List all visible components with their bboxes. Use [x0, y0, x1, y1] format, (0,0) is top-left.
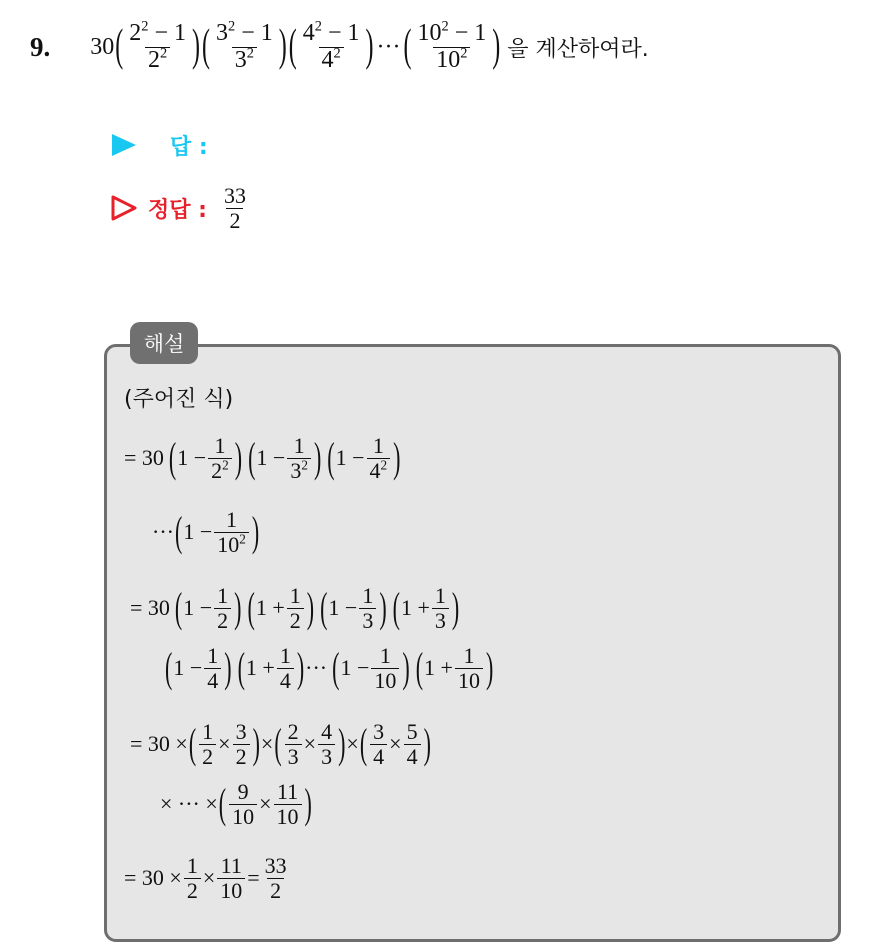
- right-paren: ): [313, 433, 322, 481]
- right-paren: ): [304, 779, 312, 827]
- minus-one: − 1: [454, 20, 487, 47]
- exponent: 2: [460, 45, 468, 62]
- term-sign: 1 +: [400, 595, 430, 620]
- exponent: 2: [380, 456, 388, 472]
- numerator: 1: [186, 853, 198, 879]
- denominator: 10: [374, 667, 397, 693]
- solution-step1-line2: [152, 502, 260, 562]
- term-sign: 1 +: [245, 655, 275, 680]
- left-paren: (: [174, 507, 183, 555]
- step1-fraction: [214, 508, 249, 555]
- left-paren: (: [168, 433, 177, 481]
- numerator: 1: [214, 433, 226, 459]
- times: ×: [218, 731, 231, 756]
- step2-prefix: = 30: [130, 595, 170, 620]
- term-sign: 1 −: [340, 655, 370, 680]
- denominator: 10: [217, 531, 240, 557]
- correct-answer-label: 정답 :: [148, 197, 207, 223]
- answer-row: [110, 128, 208, 162]
- base: 4: [321, 46, 334, 73]
- term-sign: 1 −: [328, 595, 358, 620]
- term-sign: 1 +: [424, 655, 453, 680]
- denominator: 2: [235, 743, 247, 769]
- denominator: 2: [289, 607, 301, 633]
- base: 3: [234, 46, 247, 73]
- times: ×: [260, 731, 274, 756]
- numerator: 1: [379, 643, 391, 669]
- step2-fraction: [204, 644, 221, 691]
- step3-line2-prefix: × ··· ×: [160, 791, 218, 816]
- left-paren: (: [288, 21, 297, 71]
- denominator: 4: [406, 743, 418, 769]
- step3-fraction: [233, 720, 250, 767]
- exponent: 2: [441, 18, 449, 35]
- step2-fraction: [371, 644, 399, 691]
- one-minus: 1 −: [256, 445, 286, 470]
- times: ×: [389, 731, 402, 756]
- step4-fraction: [184, 854, 201, 901]
- denominator: 10: [457, 667, 480, 693]
- denominator: 10: [276, 803, 299, 829]
- solution-step2-line1: [130, 578, 460, 638]
- solution-step2-line2: [160, 638, 494, 698]
- right-paren: ): [234, 433, 243, 481]
- denominator: 10: [220, 877, 243, 903]
- left-paren: (: [248, 433, 256, 481]
- step4-prefix: = 30 ×: [124, 865, 182, 890]
- step3-fraction: [274, 780, 302, 827]
- numerator: 1: [463, 643, 475, 669]
- numerator: 1: [362, 583, 374, 609]
- step2-fraction: [455, 644, 483, 691]
- right-paren: ): [393, 433, 401, 481]
- left-paren: (: [327, 433, 335, 481]
- step3-fraction: [404, 720, 421, 767]
- denominator: 3: [362, 607, 374, 633]
- right-paren: ): [338, 719, 346, 767]
- step2-fraction: [359, 584, 376, 631]
- solution-step1-line1: [124, 428, 401, 488]
- right-paren: ): [379, 583, 387, 631]
- solution-given: (주어진 식): [124, 386, 234, 412]
- ellipsis: ···: [152, 519, 174, 544]
- base: 2: [129, 20, 142, 47]
- exponent: 2: [246, 45, 254, 62]
- solution-tab: 해설: [130, 322, 198, 364]
- left-paren: (: [188, 719, 197, 767]
- base: 10: [417, 20, 442, 47]
- left-paren: (: [115, 21, 124, 71]
- exponent: 2: [222, 456, 229, 472]
- right-paren: ): [296, 643, 305, 691]
- solution-step3-line1: [130, 714, 432, 774]
- denominator: 2: [202, 743, 214, 769]
- step1-prefix: = 30: [124, 445, 164, 470]
- right-paren: ): [402, 643, 410, 691]
- left-paren: (: [202, 21, 210, 71]
- outline-play-arrow-icon: [110, 195, 138, 221]
- denominator: 2: [211, 457, 223, 483]
- one-minus: 1 −: [335, 445, 365, 470]
- denominator: 4: [207, 667, 219, 693]
- numerator: 9: [237, 779, 249, 805]
- result-fraction: [262, 854, 290, 901]
- denominator: 2: [186, 877, 198, 903]
- times: ×: [202, 865, 216, 890]
- right-paren: ): [224, 643, 232, 691]
- solution-step4: [124, 848, 292, 908]
- left-paren: (: [274, 719, 282, 767]
- minus-one: − 1: [154, 20, 186, 47]
- problem-number: 9.: [30, 31, 51, 62]
- solution-step3-line2: [160, 774, 313, 834]
- denominator: 3: [434, 607, 446, 633]
- problem-fraction: [213, 18, 276, 73]
- left-paren: (: [359, 719, 368, 767]
- step3-fraction: [285, 720, 302, 767]
- play-arrow-icon: [110, 133, 138, 157]
- exponent: 2: [301, 456, 308, 472]
- exponent: 2: [333, 45, 341, 62]
- numerator: 4: [321, 719, 333, 745]
- numerator: 3: [373, 719, 385, 745]
- problem-fraction: [300, 18, 363, 73]
- times: ×: [259, 791, 272, 816]
- left-paren: (: [392, 583, 400, 631]
- problem-instruction: 을 계산하여라.: [507, 36, 649, 62]
- ellipsis: ···: [305, 655, 328, 680]
- numerator: 11: [220, 853, 242, 879]
- step3-fraction: [370, 720, 387, 767]
- left-paren: (: [403, 21, 412, 71]
- numerator: 1: [207, 643, 219, 669]
- left-paren: (: [218, 779, 227, 827]
- times: ×: [303, 731, 317, 756]
- denominator: 3: [321, 743, 333, 769]
- exponent: 2: [160, 45, 168, 62]
- right-paren: ): [423, 719, 431, 767]
- left-paren: (: [415, 643, 424, 691]
- denominator: 4: [373, 743, 385, 769]
- step1-fraction: [287, 434, 311, 481]
- denominator: 10: [232, 803, 255, 829]
- step2-fraction: [432, 584, 449, 631]
- right-paren: ): [365, 21, 374, 71]
- problem-line: [30, 14, 649, 80]
- right-paren: ): [451, 583, 460, 631]
- minus-one: − 1: [241, 20, 273, 47]
- numerator: 1: [202, 719, 214, 745]
- denominator: 4: [369, 457, 381, 483]
- equals: =: [247, 865, 260, 890]
- denominator: 4: [279, 667, 291, 693]
- right-paren: ): [234, 583, 242, 631]
- term-sign: 1 −: [183, 595, 213, 620]
- exponent: 2: [141, 18, 149, 35]
- step1-fraction: [367, 434, 391, 481]
- left-paren: (: [247, 583, 255, 631]
- term-sign: 1 −: [173, 655, 203, 680]
- base: 4: [302, 20, 315, 47]
- correct-answer-value: $\frac{33}{2}$: [223, 183, 246, 233]
- numerator: 1: [289, 583, 301, 609]
- step4-fraction: [217, 854, 245, 901]
- step2-fraction: [214, 584, 231, 631]
- denominator: 3: [290, 457, 302, 483]
- numerator: 1: [293, 433, 305, 459]
- times: ×: [346, 731, 359, 756]
- right-paren: ): [492, 21, 501, 71]
- numerator: 11: [276, 779, 299, 805]
- left-paren: (: [332, 643, 340, 691]
- problem-fraction: [126, 18, 189, 73]
- right-paren: ): [278, 21, 287, 71]
- right-paren: ): [485, 643, 494, 691]
- denominator: 2: [217, 607, 229, 633]
- right-paren: ): [192, 21, 200, 71]
- step3-fraction: [229, 780, 257, 827]
- minus-one: − 1: [327, 20, 360, 47]
- numerator: 1: [372, 433, 384, 459]
- right-paren: ): [251, 507, 260, 555]
- step2-fraction: [277, 644, 294, 691]
- exponent: 2: [239, 530, 246, 546]
- problem-fraction: [414, 18, 489, 73]
- left-paren: (: [174, 583, 183, 631]
- denominator: 2: [270, 877, 282, 903]
- base: 10: [436, 46, 461, 73]
- step3-fraction: [199, 720, 216, 767]
- step2-fraction: [287, 584, 304, 631]
- step1-fraction: [208, 434, 232, 481]
- left-paren: (: [320, 583, 328, 631]
- numerator: 2: [287, 719, 299, 745]
- numerator: 33: [264, 853, 287, 879]
- numerator: 5: [406, 719, 418, 745]
- numerator: 1: [434, 583, 446, 609]
- term-sign: 1 +: [255, 595, 285, 620]
- numerator: 1: [217, 583, 229, 609]
- step3-fraction: [318, 720, 335, 767]
- base: 3: [216, 20, 228, 47]
- one-minus: 1 −: [177, 445, 207, 470]
- problem-last-factor: [402, 18, 501, 73]
- answer-label: 답 :: [170, 134, 208, 160]
- right-paren: ): [306, 583, 315, 631]
- correct-answer-row: [110, 178, 251, 238]
- denominator: 3: [287, 743, 299, 769]
- numerator: 1: [226, 507, 238, 533]
- exponent: 2: [228, 18, 236, 35]
- left-paren: (: [165, 643, 173, 691]
- numerator: 1: [279, 643, 291, 669]
- one-minus: 1 −: [183, 519, 213, 544]
- numerator: 3: [235, 719, 247, 745]
- coefficient: 30: [90, 33, 115, 60]
- problem-ellipsis: ···: [376, 33, 401, 60]
- right-paren: ): [252, 719, 260, 767]
- exponent: 2: [314, 18, 322, 35]
- step3-prefix: = 30 ×: [130, 731, 188, 756]
- problem-factors: [114, 18, 374, 73]
- base: 2: [148, 46, 161, 73]
- left-paren: (: [237, 643, 245, 691]
